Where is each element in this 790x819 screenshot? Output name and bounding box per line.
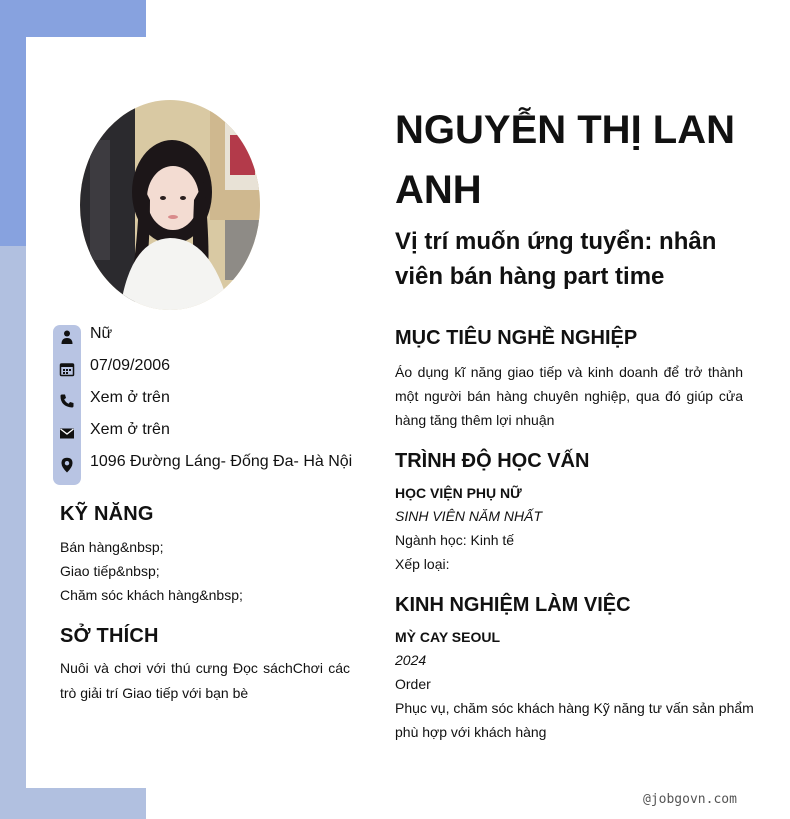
experience-company: MỲ CAY SEOUL	[395, 629, 501, 645]
location-pin-icon	[59, 457, 75, 473]
experience-description: Phục vụ, chăm sóc khách hàng Kỹ năng tư vấn sản phẩm phù hợp với khách hàng	[395, 700, 754, 740]
education-rank: Xếp loại:	[395, 556, 450, 572]
skills-list	[60, 535, 243, 607]
profile-photo	[80, 100, 260, 310]
skill-item: Giao tiếp&nbsp;	[60, 563, 160, 579]
phone-icon	[59, 393, 75, 409]
education-title: TRÌNH ĐỘ HỌC VẤN	[395, 450, 590, 472]
contact-gender	[53, 323, 373, 351]
mail-icon	[59, 425, 75, 441]
hobbies-title: SỞ THÍCH	[60, 625, 159, 647]
objective-text: Áo dụng kĩ năng giao tiếp và kinh doanh để trở thành một người bán hàng chuyên nghiệp, qua đó giúp cửa hàng tăng thêm lợi nhuận	[395, 364, 743, 428]
experience-year: 2024	[395, 652, 427, 668]
contact-email	[53, 419, 373, 447]
contact-birthday	[53, 355, 373, 383]
person-icon	[59, 329, 75, 345]
experience-role: Order	[395, 676, 431, 692]
education-school: HỌC VIỆN PHỤ NỮ	[395, 485, 522, 501]
desired-position: Vị trí muốn ứng tuyển: nhân viên bán hàng part time	[395, 228, 717, 290]
candidate-name: NGUYỄN THỊ LAN ANH	[395, 108, 735, 212]
gender-text: Nữ	[90, 325, 113, 342]
email-text: Xem ở trên	[90, 421, 170, 438]
birthday-text: 07/09/2006	[90, 357, 171, 374]
skill-item: Chăm sóc khách hàng&nbsp;	[60, 587, 243, 603]
skills-title: KỸ NĂNG	[60, 503, 154, 525]
education-level: SINH VIÊN NĂM NHẤT	[395, 508, 543, 524]
experience-title: KINH NGHIỆM LÀM VIỆC	[395, 594, 631, 616]
contact-address	[53, 451, 373, 479]
skill-item: Bán hàng&nbsp;	[60, 539, 164, 555]
objective-title: MỤC TIÊU NGHỀ NGHIỆP	[395, 327, 638, 349]
phone-text: Xem ở trên	[90, 389, 170, 406]
education-major: Ngành học: Kinh tế	[395, 532, 515, 548]
hobbies-text: Nuôi và chơi với thú cưng Đọc sáchChơi các trò giải trí Giao tiếp với bạn bè	[60, 660, 350, 701]
address-text: 1096 Đường Láng- Đống Đa- Hà Nội	[90, 453, 353, 470]
contact-phone	[53, 387, 373, 415]
calendar-icon	[59, 361, 75, 377]
watermark: @jobgovn.com	[643, 792, 737, 807]
